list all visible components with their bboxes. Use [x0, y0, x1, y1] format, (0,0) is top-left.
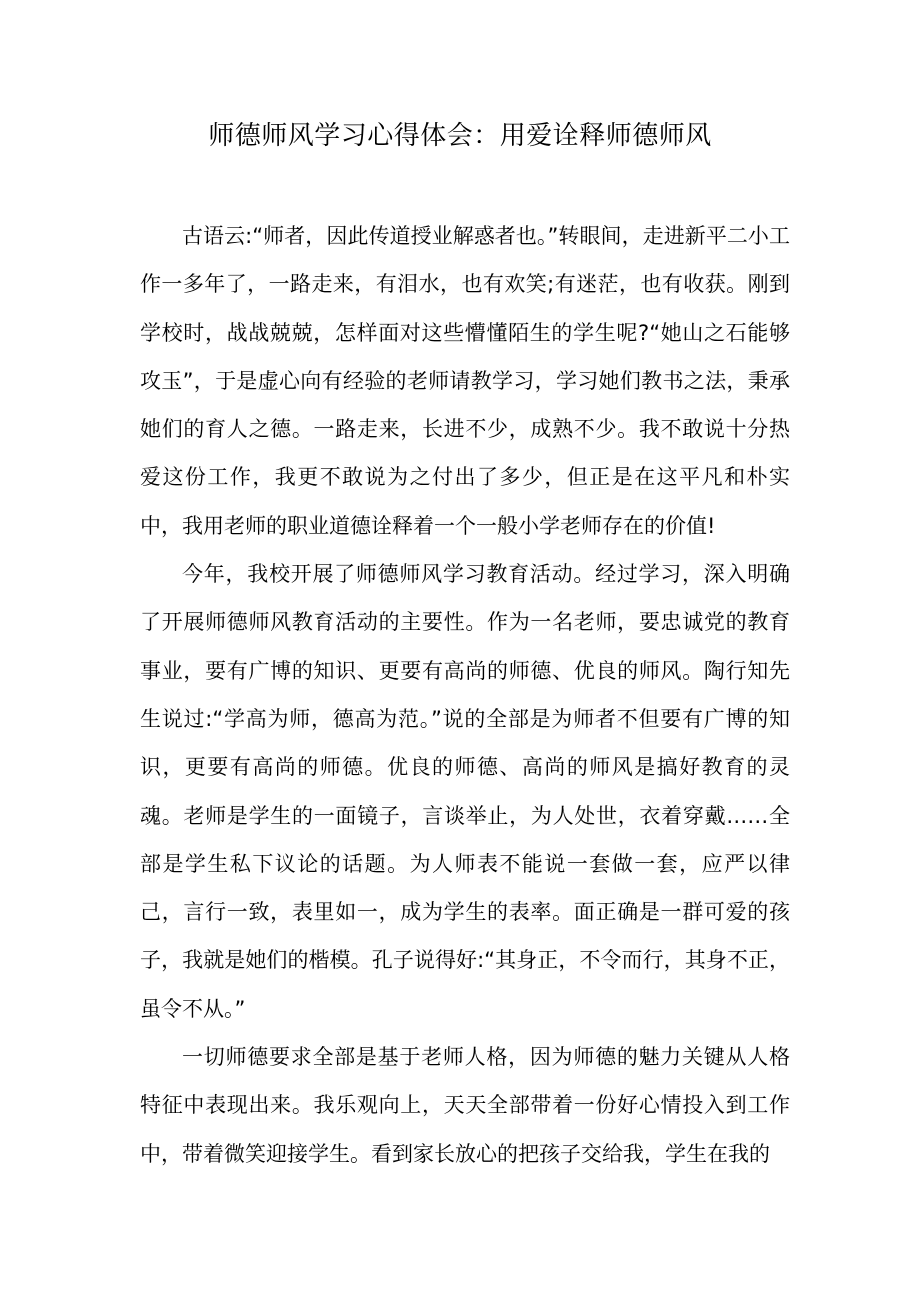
document-body	[140, 212, 790, 1178]
document-title: 师德师风学习心得体会：用爱诠释师德师风	[208, 121, 712, 151]
paragraph-1: 古语云:“师者，因此传道授业解惑者也。”转眼间，走进新平二小工作一多年了，一路走来，有泪水，也有欢笑;有迷茫，也有收获。刚到学校时，战战兢兢，怎样面对这些懵懂陌生的学生呢?“她山之石能够攻玉”，于是虚心向有经验的老师请教学习，学习她们教书之法，秉承她们的育人之德。一路走来，长进不少，成熟不少。我不敢说十分热爱这份工作，我更不敢说为之付出了多少，但正是在这平凡和朴实中，我用老师的职业道德诠释着一个一般小学老师存在的价值!	[140, 224, 790, 538]
paragraph-2: 今年，我校开展了师德师风学习教育活动。经过学习，深入明确了开展师德师风教育活动的主要性。作为一名老师，要忠诚党的教育事业，要有广博的知识、更要有高尚的师德、优良的师风。陶行知先生说过:“学高为师，德高为范。”说的全部是为师者不但要有广博的知识，更要有高尚的师德。优良的师德、高尚的师风是搞好教育的灵魂。老师是学生的一面镜子，言谈举止，为人处世，衣着穿戴……全部是学生私下议论的话题。为人师表不能说一套做一套，应严以律己，言行一致，表里如一，成为学生的表率。面正确是一群可爱的孩子，我就是她们的楷模。孔子说得好:“其身正，不令而行，其身不正，虽令不从。”	[140, 562, 790, 1021]
paragraph-3: 一切师德要求全部是基于老师人格，因为师德的魅力关键从人格特征中表现出来。我乐观向上，天天全部带着一份好心情投入到工作中，带着微笑迎接学生。看到家长放心的把孩子交给我，学生在我的	[140, 1045, 790, 1166]
